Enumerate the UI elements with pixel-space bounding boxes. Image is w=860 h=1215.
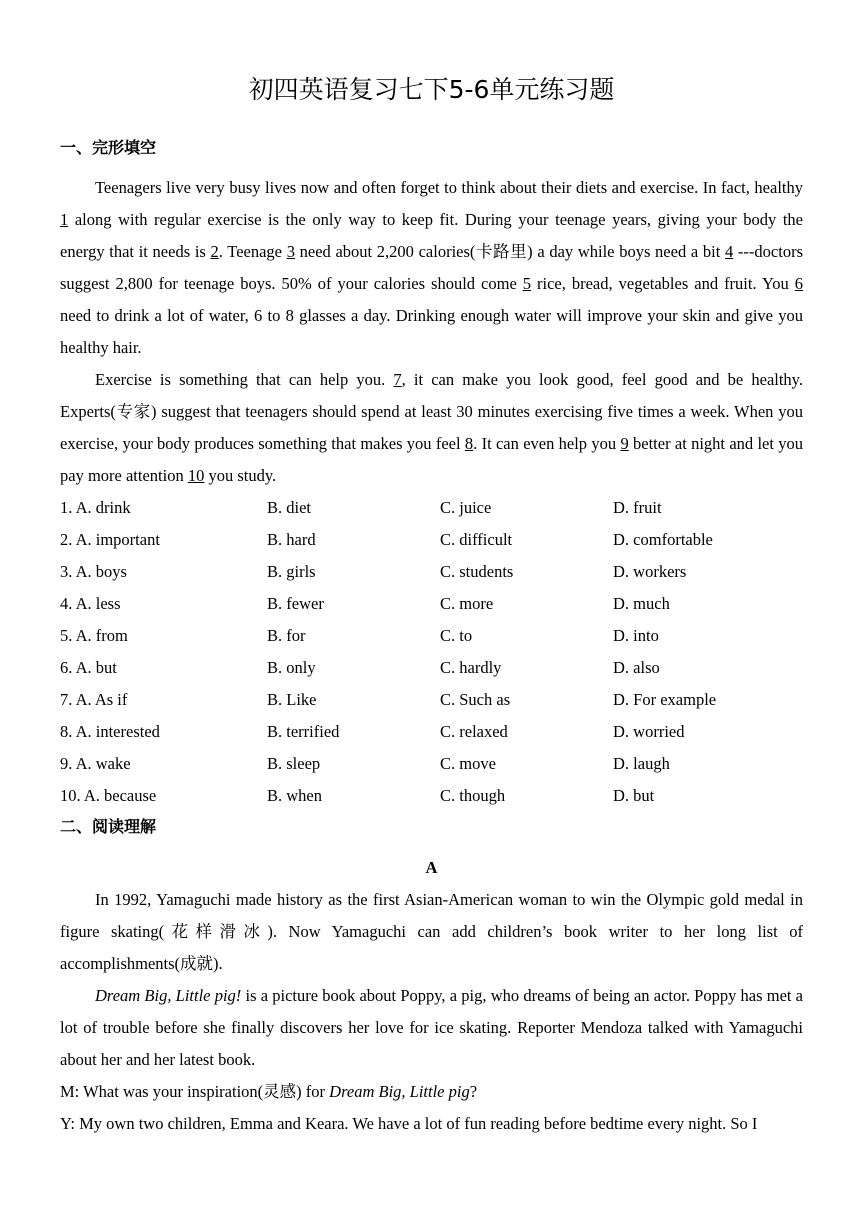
- option-choice: D. much: [613, 594, 670, 613]
- option-choice: C. students: [440, 562, 514, 581]
- option-row: [60, 524, 803, 556]
- option-choice: B. when: [267, 786, 322, 805]
- blank-3: 3: [286, 242, 295, 261]
- option-row: [60, 716, 803, 748]
- option-choice: C. to: [440, 626, 473, 645]
- option-choice: 7. A. As if: [60, 690, 128, 709]
- option-choice: C. move: [440, 754, 496, 773]
- blank-9: 9: [620, 434, 629, 453]
- option-choice: 9. A. wake: [60, 754, 131, 773]
- section-reading-heading: 二、阅读理解: [60, 817, 157, 836]
- option-choice: B. hard: [267, 530, 316, 549]
- option-choice: B. Like: [267, 690, 317, 709]
- interview-answer: Y: My own two children, Emma and Keara. We have a lot of fun reading before bedtime every night. So I: [60, 1114, 758, 1133]
- option-choice: C. relaxed: [440, 722, 508, 741]
- option-row: [60, 652, 803, 684]
- option-choice: B. girls: [267, 562, 316, 581]
- option-choice: D. laugh: [613, 754, 670, 773]
- option-row: [60, 620, 803, 652]
- option-choice: D. fruit: [613, 498, 662, 517]
- option-choice: B. only: [267, 658, 316, 677]
- option-row: [60, 556, 803, 588]
- cloze-paragraph-1: Teenagers live very busy lives now and often forget to think about their diets and exercise. In fact, healthy 1 along with regular exercise is the only way to keep fit. During your teenage years, giving your body the energy that it needs is 2. Teenage 3 need about 2,200 calories(卡路里) a day while boys need a bit 4 ---doctors suggest 2,800 for teenage boys. 50% of your calories should come 5 rice, bread, vegetables and fruit. You 6 need to drink a lot of water, 6 to 8 glasses a day. Drinking enough water will improve your skin and give you healthy hair.: [60, 178, 803, 357]
- option-choice: C. difficult: [440, 530, 513, 549]
- interview-question: M: What was your inspiration(灵感) for Dream Big, Little pig?: [60, 1082, 478, 1101]
- blank-4: 4: [725, 242, 734, 261]
- option-row: [60, 588, 803, 620]
- option-choice: D. worried: [613, 722, 685, 741]
- option-choice: C. though: [440, 786, 506, 805]
- option-choice: 10. A. because: [60, 786, 157, 805]
- option-choice: 5. A. from: [60, 626, 128, 645]
- answer-options: [60, 492, 803, 812]
- blank-1: 1: [60, 210, 69, 229]
- option-choice: C. Such as: [440, 690, 511, 709]
- option-choice: B. for: [267, 626, 306, 645]
- option-choice: B. fewer: [267, 594, 324, 613]
- option-choice: D. For example: [613, 690, 717, 709]
- option-row: [60, 684, 803, 716]
- blank-8: 8: [464, 434, 474, 453]
- page-title: 初四英语复习七下5-6单元练习题: [248, 75, 615, 104]
- option-row: [60, 492, 803, 524]
- reading-paragraph-2: Dream Big, Little pig! is a picture book about Poppy, a pig, who dreams of being an actor. Poppy has met a lot of trouble before she finally discovers her love for ice skating. Reporter Mendoza talked with Yamaguchi about her and her latest book.: [60, 986, 804, 1069]
- blank-7: 7: [393, 370, 402, 389]
- option-choice: 2. A. important: [60, 530, 160, 549]
- option-choice: D. into: [613, 626, 659, 645]
- reading-paragraph-1: In 1992, Yamaguchi made history as the first Asian-American woman to win the Olympic gold medal in figure skating(花样滑冰). Now Yamaguchi can add children’s book writer to her long list of accomplishments(成就).: [60, 890, 803, 973]
- passage-label: A: [425, 858, 438, 877]
- option-choice: 8. A. interested: [60, 722, 160, 741]
- blank-2: 2: [210, 242, 219, 261]
- option-choice: 3. A. boys: [60, 562, 127, 581]
- book-title: Dream Big, Little pig!: [95, 986, 242, 1005]
- option-choice: B. sleep: [267, 754, 321, 773]
- section-cloze-heading: 一、完形填空: [60, 138, 157, 157]
- blank-10: 10: [187, 466, 205, 485]
- option-choice: C. juice: [440, 498, 492, 517]
- option-choice: B. terrified: [267, 722, 340, 741]
- option-choice: C. hardly: [440, 658, 502, 677]
- option-row: [60, 748, 803, 780]
- option-choice: B. diet: [267, 498, 311, 517]
- option-choice: 4. A. less: [60, 594, 121, 613]
- option-row: [60, 780, 803, 812]
- option-choice: 6. A. but: [60, 658, 117, 677]
- option-choice: C. more: [440, 594, 494, 613]
- option-choice: D. workers: [613, 562, 687, 581]
- cloze-paragraph-2: Exercise is something that can help you. 7, it can make you look good, feel good and be healthy. Experts(专家) suggest that teenagers should spend at least 30 minutes exercising five times a week. When you exercise, your body produces something that makes you feel 8. It can even help you 9 better at night and let you pay more attention 10 you study.: [60, 370, 804, 485]
- option-choice: D. but: [613, 786, 655, 805]
- option-choice: D. also: [613, 658, 660, 677]
- blank-5: 5: [522, 274, 532, 293]
- option-choice: D. comfortable: [613, 530, 713, 549]
- blank-6: 6: [794, 274, 803, 293]
- option-choice: 1. A. drink: [60, 498, 131, 517]
